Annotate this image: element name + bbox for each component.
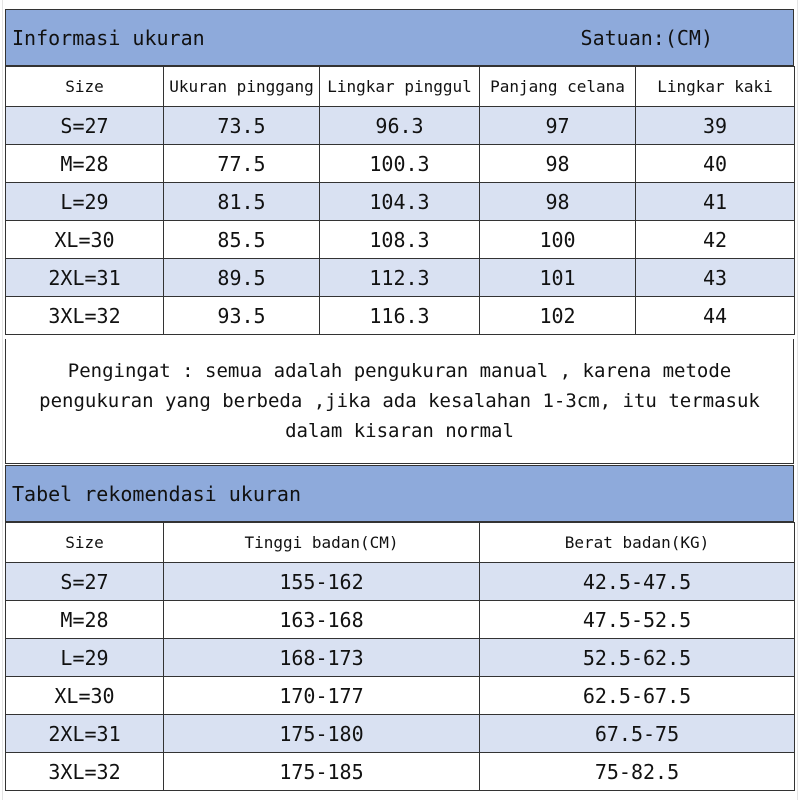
hip-cell: 104.3 <box>320 183 480 221</box>
table-row <box>6 639 795 677</box>
table-row <box>6 715 795 753</box>
table-row <box>6 563 795 601</box>
waist-cell: 77.5 <box>164 145 320 183</box>
table-row <box>6 297 795 335</box>
table-row <box>6 183 795 221</box>
note-line: dalam kisaran normal <box>285 420 514 442</box>
hip-cell: 100.3 <box>320 145 480 183</box>
height-cell: 155-162 <box>164 563 480 601</box>
leg-cell: 41 <box>636 183 795 221</box>
info-header-hip: Lingkar pinggul <box>320 67 480 107</box>
length-cell: 101 <box>480 259 636 297</box>
height-cell: 175-185 <box>164 753 480 791</box>
table-row <box>6 677 795 715</box>
height-cell: 175-180 <box>164 715 480 753</box>
weight-cell: 75-82.5 <box>480 753 795 791</box>
table-row <box>6 259 795 297</box>
recommend-table <box>5 522 795 791</box>
table-row <box>6 753 795 791</box>
length-cell: 97 <box>480 107 636 145</box>
length-cell: 98 <box>480 183 636 221</box>
hip-cell: 112.3 <box>320 259 480 297</box>
info-table-header-row <box>6 67 795 107</box>
table-row <box>6 145 795 183</box>
size-cell: M=28 <box>6 601 164 639</box>
length-cell: 98 <box>480 145 636 183</box>
size-cell: L=29 <box>6 183 164 221</box>
length-cell: 100 <box>480 221 636 259</box>
recommend-table-title: Tabel rekomendasi ukuran <box>12 481 301 506</box>
leg-cell: 40 <box>636 145 795 183</box>
size-cell: S=27 <box>6 107 164 145</box>
info-table <box>5 66 795 335</box>
height-cell: 170-177 <box>164 677 480 715</box>
waist-cell: 85.5 <box>164 221 320 259</box>
waist-cell: 81.5 <box>164 183 320 221</box>
info-table-title: Informasi ukuran <box>12 25 205 50</box>
recommend-table-banner <box>5 465 794 522</box>
leg-cell: 39 <box>636 107 795 145</box>
recommend-table-header-row <box>6 523 795 563</box>
info-header-leg: Lingkar kaki <box>636 67 795 107</box>
weight-cell: 67.5-75 <box>480 715 795 753</box>
leg-cell: 44 <box>636 297 795 335</box>
hip-cell: 108.3 <box>320 221 480 259</box>
table-row <box>6 107 795 145</box>
size-cell: 2XL=31 <box>6 259 164 297</box>
size-cell: S=27 <box>6 563 164 601</box>
waist-cell: 93.5 <box>164 297 320 335</box>
weight-cell: 62.5-67.5 <box>480 677 795 715</box>
sheet-gridline <box>797 0 798 800</box>
size-cell: 2XL=31 <box>6 715 164 753</box>
waist-cell: 89.5 <box>164 259 320 297</box>
recommend-header-size: Size <box>6 523 164 563</box>
waist-cell: 73.5 <box>164 107 320 145</box>
info-header-length: Panjang celana <box>480 67 636 107</box>
weight-cell: 52.5-62.5 <box>480 639 795 677</box>
size-cell: 3XL=32 <box>6 297 164 335</box>
height-cell: 168-173 <box>164 639 480 677</box>
sheet-gridline <box>2 0 3 800</box>
size-cell: XL=30 <box>6 677 164 715</box>
leg-cell: 43 <box>636 259 795 297</box>
table-row <box>6 221 795 259</box>
info-header-size: Size <box>6 67 164 107</box>
recommend-header-height: Tinggi badan(CM) <box>164 523 480 563</box>
table-row <box>6 601 795 639</box>
info-table-banner <box>5 9 794 66</box>
info-table-unit: Satuan:(CM) <box>580 25 713 50</box>
hip-cell: 96.3 <box>320 107 480 145</box>
weight-cell: 42.5-47.5 <box>480 563 795 601</box>
size-cell: XL=30 <box>6 221 164 259</box>
leg-cell: 42 <box>636 221 795 259</box>
hip-cell: 116.3 <box>320 297 480 335</box>
info-header-waist: Ukuran pinggang <box>164 67 320 107</box>
weight-cell: 47.5-52.5 <box>480 601 795 639</box>
measurement-note <box>5 339 794 464</box>
size-cell: M=28 <box>6 145 164 183</box>
recommend-header-weight: Berat badan(KG) <box>480 523 795 563</box>
size-cell: L=29 <box>6 639 164 677</box>
length-cell: 102 <box>480 297 636 335</box>
note-line: Pengingat : semua adalah pengukuran manual , karena metode <box>67 360 732 382</box>
note-line: pengukuran yang berbeda ,jika ada kesalahan 1-3cm, itu termasuk <box>39 390 760 412</box>
size-cell: 3XL=32 <box>6 753 164 791</box>
height-cell: 163-168 <box>164 601 480 639</box>
